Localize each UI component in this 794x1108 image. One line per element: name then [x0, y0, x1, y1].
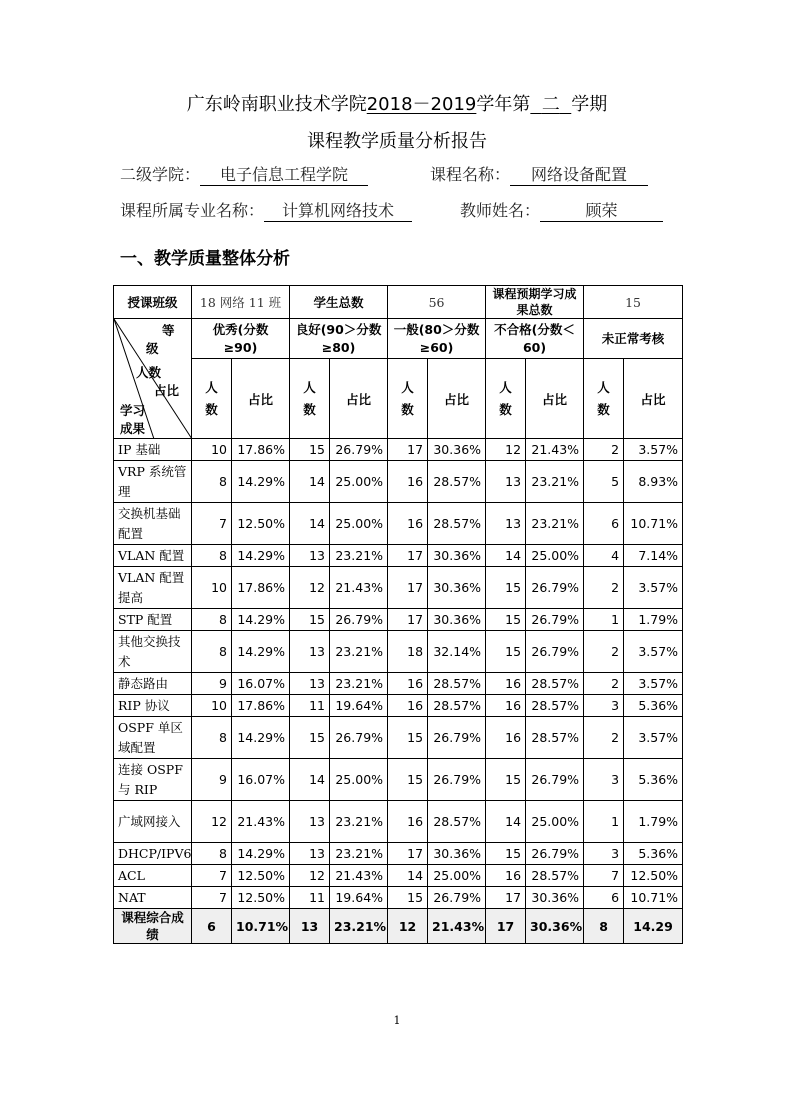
ratio-cell: 16.07% — [232, 673, 290, 695]
course-field — [430, 162, 648, 186]
count-cell: 16 — [486, 865, 526, 887]
ratio-cell: 14.29% — [232, 609, 290, 631]
ratio-cell: 14.29% — [232, 461, 290, 503]
ratio-cell: 30.36% — [428, 567, 486, 609]
ratio-cell: 26.79% — [428, 759, 486, 801]
ratio-cell: 26.79% — [330, 439, 388, 461]
year-mid: 学年第 — [476, 94, 531, 115]
count-cell: 10 — [192, 439, 232, 461]
count-cell: 7 — [192, 887, 232, 909]
ratio-cell: 14.29% — [232, 717, 290, 759]
count-cell: 13 — [486, 461, 526, 503]
ratio-cell: 3.57% — [624, 631, 683, 673]
ratio-cell: 28.57% — [526, 717, 584, 759]
count-cell: 13 — [290, 673, 330, 695]
count-cell: 5 — [584, 461, 624, 503]
total-count-cell: 13 — [290, 909, 330, 944]
report-title — [0, 90, 794, 116]
ratio-cell: 23.21% — [330, 843, 388, 865]
count-header: 人 数 — [192, 359, 232, 439]
ratio-cell: 28.57% — [428, 461, 486, 503]
students-value: 56 — [388, 286, 486, 319]
ratio-cell: 28.57% — [526, 865, 584, 887]
ratio-cell: 8.93% — [624, 461, 683, 503]
total-count-cell: 17 — [486, 909, 526, 944]
count-cell: 17 — [388, 609, 428, 631]
count-cell: 2 — [584, 673, 624, 695]
section-heading: 一、教学质量整体分析 — [120, 249, 290, 269]
count-cell: 15 — [486, 631, 526, 673]
count-header: 人 数 — [486, 359, 526, 439]
table-row — [114, 865, 683, 887]
ratio-header: 占比 — [232, 359, 290, 439]
students-label: 学生总数 — [290, 286, 388, 319]
count-cell: 16 — [388, 461, 428, 503]
level-fail: 不合格(分数＜60) — [486, 319, 584, 359]
count-cell: 8 — [192, 631, 232, 673]
count-cell: 16 — [486, 717, 526, 759]
count-cell: 8 — [192, 843, 232, 865]
count-ratio-row — [114, 359, 683, 439]
class-label: 授课班级 — [114, 286, 192, 319]
ratio-cell: 19.64% — [330, 695, 388, 717]
outcomes-label: 课程预期学习成果总数 — [486, 286, 584, 319]
count-cell: 16 — [388, 503, 428, 545]
school-label: 二级学院： — [120, 165, 201, 184]
outcome-name: 其他交换技术 — [114, 631, 192, 673]
ratio-cell: 14.29% — [232, 631, 290, 673]
diag-outcome-1: 学习 — [120, 403, 146, 418]
count-header: 人 数 — [388, 359, 428, 439]
count-cell: 12 — [290, 865, 330, 887]
outcome-name: DHCP/IPV6 — [114, 843, 192, 865]
count-cell: 6 — [584, 887, 624, 909]
total-ratio-cell: 14.29 — [624, 909, 683, 944]
ratio-cell: 25.00% — [526, 801, 584, 843]
ratio-cell: 12.50% — [232, 865, 290, 887]
count-cell: 11 — [290, 887, 330, 909]
total-label: 课程综合成绩 — [114, 909, 192, 944]
count-cell: 10 — [192, 695, 232, 717]
level-excellent: 优秀(分数≥90) — [192, 319, 290, 359]
ratio-cell: 21.43% — [330, 865, 388, 887]
table-row — [114, 545, 683, 567]
diagonal-header-cell — [114, 319, 192, 439]
count-cell: 13 — [290, 801, 330, 843]
ratio-cell: 1.79% — [624, 609, 683, 631]
ratio-cell: 25.00% — [526, 545, 584, 567]
ratio-cell: 12.50% — [232, 887, 290, 909]
count-cell: 15 — [486, 759, 526, 801]
ratio-cell: 3.57% — [624, 673, 683, 695]
count-cell: 1 — [584, 609, 624, 631]
table-row — [114, 609, 683, 631]
course-value: 网络设备配置 — [510, 162, 648, 186]
table-row — [114, 673, 683, 695]
outcome-name: 连接 OSPF 与 RIP — [114, 759, 192, 801]
total-count-cell: 8 — [584, 909, 624, 944]
ratio-header: 占比 — [428, 359, 486, 439]
table-row — [114, 695, 683, 717]
page-number: 1 — [393, 1014, 401, 1027]
ratio-cell: 14.29% — [232, 843, 290, 865]
count-cell: 12 — [192, 801, 232, 843]
level-good: 良好(90＞分数≥80) — [290, 319, 388, 359]
ratio-cell: 25.00% — [330, 759, 388, 801]
ratio-header: 占比 — [624, 359, 683, 439]
ratio-cell: 26.79% — [526, 567, 584, 609]
count-cell: 9 — [192, 759, 232, 801]
count-cell: 15 — [486, 609, 526, 631]
count-cell: 13 — [290, 545, 330, 567]
count-cell: 13 — [290, 843, 330, 865]
count-cell: 13 — [290, 631, 330, 673]
ratio-cell: 30.36% — [526, 887, 584, 909]
ratio-cell: 17.86% — [232, 695, 290, 717]
outcome-name: NAT — [114, 887, 192, 909]
outcome-name: VLAN 配置 — [114, 545, 192, 567]
ratio-cell: 26.79% — [428, 717, 486, 759]
count-cell: 14 — [486, 801, 526, 843]
count-cell: 14 — [290, 461, 330, 503]
diag-grade-1: 等 — [162, 323, 175, 338]
count-cell: 16 — [388, 673, 428, 695]
ratio-cell: 23.21% — [330, 801, 388, 843]
ratio-cell: 26.79% — [526, 843, 584, 865]
ratio-cell: 28.57% — [428, 801, 486, 843]
count-cell: 17 — [388, 567, 428, 609]
count-cell: 6 — [584, 503, 624, 545]
count-cell: 15 — [290, 439, 330, 461]
ratio-cell: 10.71% — [624, 503, 683, 545]
diag-ratio: 占比 — [154, 383, 180, 398]
level-fair: 一般(80＞分数≥60) — [388, 319, 486, 359]
table-row — [114, 801, 683, 843]
outcome-name: 静态路由 — [114, 673, 192, 695]
count-cell: 15 — [388, 717, 428, 759]
table-row — [114, 631, 683, 673]
count-cell: 13 — [486, 503, 526, 545]
total-count-cell: 12 — [388, 909, 428, 944]
report-subtitle: 课程教学质量分析报告 — [307, 131, 487, 152]
count-cell: 8 — [192, 545, 232, 567]
ratio-cell: 16.07% — [232, 759, 290, 801]
table-row — [114, 887, 683, 909]
ratio-cell: 32.14% — [428, 631, 486, 673]
major-value: 计算机网络技术 — [264, 198, 412, 222]
ratio-cell: 28.57% — [526, 695, 584, 717]
ratio-cell: 30.36% — [428, 545, 486, 567]
ratio-header: 占比 — [526, 359, 584, 439]
ratio-cell: 7.14% — [624, 545, 683, 567]
count-cell: 7 — [192, 503, 232, 545]
ratio-cell: 25.00% — [428, 865, 486, 887]
count-cell: 17 — [388, 545, 428, 567]
count-cell: 15 — [486, 567, 526, 609]
ratio-cell: 30.36% — [428, 843, 486, 865]
teacher-label: 教师姓名： — [460, 201, 541, 220]
ratio-cell: 23.21% — [330, 545, 388, 567]
ratio-cell: 12.50% — [232, 503, 290, 545]
ratio-cell: 26.79% — [330, 717, 388, 759]
level-absent: 未正常考核 — [584, 319, 683, 359]
ratio-cell: 25.00% — [330, 503, 388, 545]
class-value: 18 网络 11 班 — [192, 286, 290, 319]
count-cell: 14 — [388, 865, 428, 887]
count-cell: 3 — [584, 843, 624, 865]
count-cell: 14 — [290, 759, 330, 801]
count-cell: 18 — [388, 631, 428, 673]
count-cell: 1 — [584, 801, 624, 843]
count-cell: 14 — [290, 503, 330, 545]
diag-outcome-2: 成果 — [120, 421, 146, 436]
ratio-cell: 23.21% — [330, 673, 388, 695]
ratio-cell: 30.36% — [428, 609, 486, 631]
ratio-cell: 3.57% — [624, 717, 683, 759]
count-cell: 17 — [388, 843, 428, 865]
course-label: 课程名称： — [430, 165, 511, 184]
ratio-cell: 26.79% — [526, 609, 584, 631]
count-cell: 2 — [584, 567, 624, 609]
count-cell: 8 — [192, 717, 232, 759]
count-cell: 11 — [290, 695, 330, 717]
count-cell: 15 — [290, 717, 330, 759]
ratio-cell: 26.79% — [428, 887, 486, 909]
ratio-cell: 23.21% — [526, 503, 584, 545]
ratio-cell: 23.21% — [526, 461, 584, 503]
count-cell: 12 — [486, 439, 526, 461]
count-cell: 16 — [388, 695, 428, 717]
ratio-cell: 1.79% — [624, 801, 683, 843]
count-cell: 2 — [584, 631, 624, 673]
count-cell: 9 — [192, 673, 232, 695]
ratio-cell: 17.86% — [232, 567, 290, 609]
table-row — [114, 567, 683, 609]
outcome-name: OSPF 单区域配置 — [114, 717, 192, 759]
count-cell: 3 — [584, 759, 624, 801]
outcome-name: RIP 协议 — [114, 695, 192, 717]
outcome-name: ACL — [114, 865, 192, 887]
count-header: 人 数 — [290, 359, 330, 439]
outcome-name: IP 基础 — [114, 439, 192, 461]
major-label: 课程所属专业名称： — [120, 201, 265, 220]
ratio-cell: 5.36% — [624, 843, 683, 865]
count-cell: 16 — [486, 673, 526, 695]
ratio-cell: 26.79% — [526, 759, 584, 801]
outcome-name: VLAN 配置提高 — [114, 567, 192, 609]
ratio-cell: 5.36% — [624, 759, 683, 801]
outcome-name: STP 配置 — [114, 609, 192, 631]
term-suffix: 学期 — [571, 94, 608, 115]
ratio-cell: 28.57% — [428, 503, 486, 545]
count-cell: 16 — [486, 695, 526, 717]
school-field — [120, 162, 368, 186]
outcome-name: 交换机基础配置 — [114, 503, 192, 545]
count-cell: 12 — [290, 567, 330, 609]
school-value: 电子信息工程学院 — [200, 162, 368, 186]
count-cell: 15 — [486, 843, 526, 865]
count-cell: 7 — [584, 865, 624, 887]
table-row — [114, 717, 683, 759]
table-row — [114, 503, 683, 545]
ratio-cell: 19.64% — [330, 887, 388, 909]
ratio-cell: 17.86% — [232, 439, 290, 461]
table-row — [114, 759, 683, 801]
diag-count: 人数 — [136, 365, 162, 380]
ratio-cell: 21.43% — [232, 801, 290, 843]
count-cell: 15 — [290, 609, 330, 631]
count-cell: 17 — [486, 887, 526, 909]
teacher-field — [460, 198, 663, 222]
count-cell: 17 — [388, 439, 428, 461]
ratio-cell: 26.79% — [526, 631, 584, 673]
total-ratio-cell: 23.21% — [330, 909, 388, 944]
total-ratio-cell: 21.43% — [428, 909, 486, 944]
level-header-row — [114, 319, 683, 359]
count-cell: 3 — [584, 695, 624, 717]
term-number: 二 — [541, 94, 560, 115]
class-info-row — [114, 286, 683, 319]
ratio-cell: 21.43% — [526, 439, 584, 461]
ratio-cell: 3.57% — [624, 567, 683, 609]
major-field — [120, 198, 412, 222]
quality-table — [113, 285, 683, 944]
college-name: 广东岭南职业技术学院 — [186, 94, 367, 115]
total-count-cell: 6 — [192, 909, 232, 944]
count-cell: 10 — [192, 567, 232, 609]
ratio-header: 占比 — [330, 359, 388, 439]
academic-year: 2018－2019 — [366, 94, 477, 115]
count-cell: 8 — [192, 609, 232, 631]
ratio-cell: 28.57% — [428, 673, 486, 695]
ratio-cell: 12.50% — [624, 865, 683, 887]
ratio-cell: 28.57% — [428, 695, 486, 717]
ratio-cell: 14.29% — [232, 545, 290, 567]
table-row — [114, 461, 683, 503]
count-cell: 2 — [584, 439, 624, 461]
total-ratio-cell: 30.36% — [526, 909, 584, 944]
total-row — [114, 909, 683, 944]
ratio-cell: 10.71% — [624, 887, 683, 909]
diag-grade-2: 级 — [146, 341, 159, 356]
teacher-value: 顾荣 — [540, 198, 663, 222]
count-cell: 4 — [584, 545, 624, 567]
ratio-cell: 25.00% — [330, 461, 388, 503]
ratio-cell: 21.43% — [330, 567, 388, 609]
table-row — [114, 843, 683, 865]
count-cell: 8 — [192, 461, 232, 503]
ratio-cell: 23.21% — [330, 631, 388, 673]
outcome-name: 广域网接入 — [114, 801, 192, 843]
count-cell: 16 — [388, 801, 428, 843]
count-cell: 7 — [192, 865, 232, 887]
count-cell: 15 — [388, 887, 428, 909]
ratio-cell: 26.79% — [330, 609, 388, 631]
ratio-cell: 5.36% — [624, 695, 683, 717]
outcome-name: VRP 系统管理 — [114, 461, 192, 503]
outcomes-value: 15 — [584, 286, 683, 319]
ratio-cell: 30.36% — [428, 439, 486, 461]
ratio-cell: 28.57% — [526, 673, 584, 695]
count-header: 人 数 — [584, 359, 624, 439]
count-cell: 15 — [388, 759, 428, 801]
count-cell: 14 — [486, 545, 526, 567]
table-row — [114, 439, 683, 461]
count-cell: 2 — [584, 717, 624, 759]
total-ratio-cell: 10.71% — [232, 909, 290, 944]
ratio-cell: 3.57% — [624, 439, 683, 461]
